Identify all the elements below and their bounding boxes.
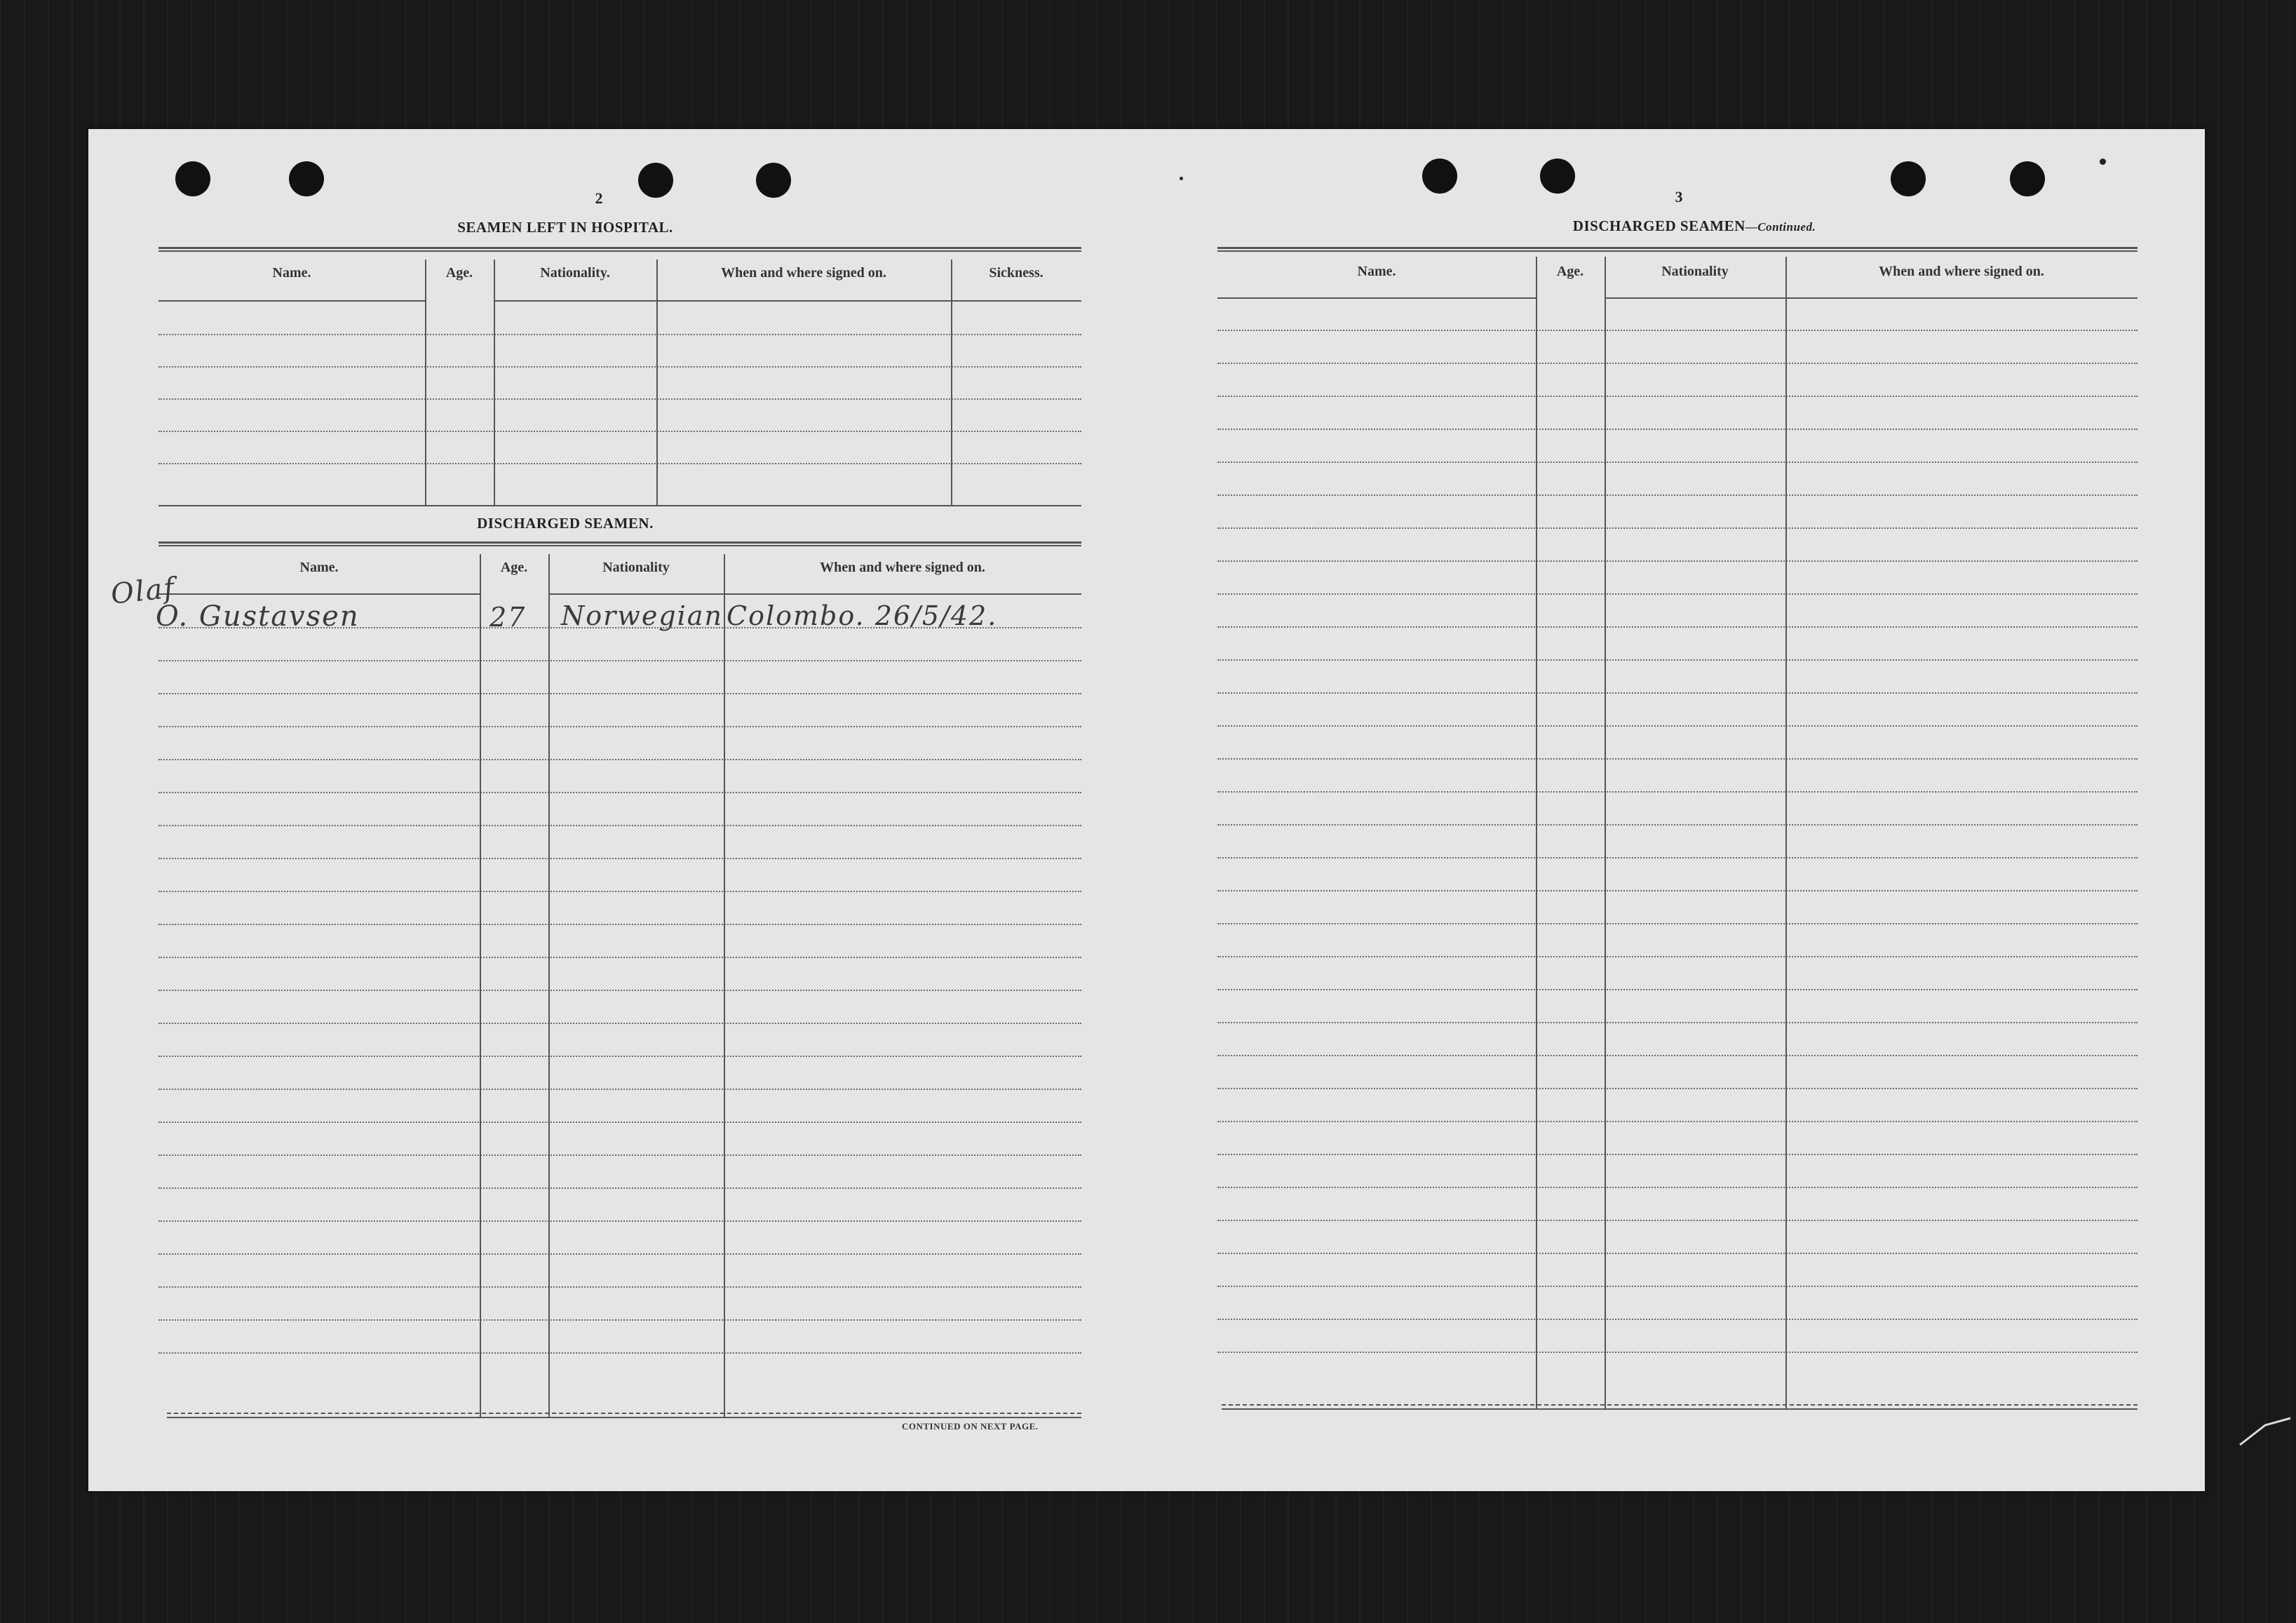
table-bottom-rule <box>1222 1404 2138 1406</box>
entry-line <box>158 366 1081 368</box>
entry-line <box>158 1089 1081 1090</box>
ink-speck <box>2100 159 2106 165</box>
header-underline <box>1605 297 1785 299</box>
handwritten-name: O. Gustavsen <box>156 600 360 633</box>
entry-line <box>158 1056 1081 1057</box>
punch-hole <box>756 163 791 198</box>
entry-line <box>1217 1121 2138 1122</box>
entry-line <box>158 693 1081 694</box>
entry-line <box>158 726 1081 727</box>
column-divider <box>656 260 658 505</box>
title-suffix: —Continued. <box>1745 220 1816 234</box>
column-divider <box>548 554 550 1417</box>
entry-line <box>158 660 1081 661</box>
entry-line <box>1217 560 2138 562</box>
entry-line <box>1217 330 2138 331</box>
stray-pen-mark <box>2237 1410 2293 1452</box>
handwritten-nationality: Norwegian <box>561 600 723 631</box>
entry-line <box>1217 1055 2138 1056</box>
entry-line <box>158 1352 1081 1354</box>
entry-line <box>1217 527 2138 529</box>
entry-line <box>1217 791 2138 793</box>
handwritten-name-annotation: Olaf <box>109 572 177 611</box>
entry-line <box>1217 363 2138 364</box>
section-rule <box>158 247 1081 252</box>
entry-line <box>1217 692 2138 694</box>
entry-line <box>1217 396 2138 397</box>
column-header-name: Name. <box>1357 264 1396 279</box>
entry-line <box>158 1220 1081 1222</box>
column-divider <box>425 260 426 505</box>
ledger-sheet <box>88 129 2205 1491</box>
table-bottom-rule <box>1222 1408 2138 1410</box>
header-underline <box>494 300 656 302</box>
entry-line <box>1217 824 2138 826</box>
column-header-age: Age. <box>445 265 473 281</box>
entry-line <box>158 825 1081 826</box>
entry-line <box>1217 593 2138 595</box>
entry-line <box>1217 758 2138 760</box>
column-divider <box>724 554 725 1417</box>
title-main: DISCHARGED SEAMEN <box>1572 217 1745 234</box>
header-underline <box>158 300 425 302</box>
entry-line <box>1217 1352 2138 1353</box>
entry-line <box>158 957 1081 958</box>
column-header-name: Name. <box>272 265 311 281</box>
header-underline <box>1785 297 2138 299</box>
entry-line <box>158 858 1081 859</box>
entry-line <box>1217 857 2138 858</box>
column-header-age: Age. <box>1556 264 1584 279</box>
page-number: 3 <box>1675 188 1683 206</box>
header-underline <box>724 593 1081 595</box>
entry-line <box>158 990 1081 991</box>
entry-line <box>1217 989 2138 990</box>
entry-line <box>158 1319 1081 1321</box>
entry-line <box>1217 890 2138 891</box>
section-rule <box>1217 247 2138 252</box>
column-header-signed-on: When and where signed on. <box>721 265 886 281</box>
column-header-sickness: Sickness. <box>989 265 1044 281</box>
entry-line <box>158 759 1081 760</box>
column-header-age: Age. <box>500 560 528 575</box>
entry-line <box>158 1023 1081 1024</box>
entry-line <box>1217 1220 2138 1221</box>
column-divider <box>480 554 481 1417</box>
punch-hole <box>1422 159 1457 194</box>
entry-line <box>1217 626 2138 628</box>
entry-line <box>158 627 1081 628</box>
header-underline <box>951 300 1081 302</box>
entry-line <box>158 1154 1081 1156</box>
entry-line <box>1217 659 2138 661</box>
entry-line <box>1217 956 2138 957</box>
hospital-section-title: SEAMEN LEFT IN HOSPITAL. <box>457 219 673 236</box>
entry-line <box>1217 429 2138 430</box>
entry-line <box>158 1187 1081 1189</box>
entry-line <box>158 792 1081 793</box>
entry-line <box>1217 462 2138 463</box>
discharged-section-title: DISCHARGED SEAMEN. <box>477 515 654 532</box>
entry-line <box>1217 923 2138 924</box>
column-header-signed-on: When and where signed on. <box>820 560 985 575</box>
entry-line <box>1217 1154 2138 1155</box>
punch-hole <box>638 163 673 198</box>
entry-line <box>1217 1253 2138 1254</box>
entry-line <box>1217 1319 2138 1320</box>
column-header-nationality: Nationality. <box>540 265 610 281</box>
entry-line <box>158 1286 1081 1288</box>
entry-line <box>1217 1286 2138 1287</box>
column-header-name: Name. <box>299 560 339 575</box>
column-divider <box>1536 257 1537 1410</box>
page-number: 2 <box>595 189 603 207</box>
entry-line <box>158 924 1081 925</box>
column-divider <box>951 260 952 505</box>
entry-line <box>158 398 1081 400</box>
punch-hole <box>1891 161 1926 196</box>
entry-line <box>1217 494 2138 496</box>
entry-line <box>158 891 1081 892</box>
column-divider <box>494 260 495 505</box>
section-end-rule <box>158 505 1081 506</box>
entry-line <box>1217 1088 2138 1089</box>
entry-line <box>158 431 1081 432</box>
entry-line <box>158 334 1081 335</box>
header-underline <box>1217 297 1536 299</box>
entry-line <box>1217 1022 2138 1023</box>
column-header-signed-on: When and where signed on. <box>1879 264 2044 279</box>
section-rule <box>158 541 1081 546</box>
punch-hole <box>289 161 324 196</box>
punch-hole <box>1540 159 1575 194</box>
table-bottom-rule <box>167 1413 1081 1414</box>
discharged-continued-title <box>1435 217 1954 235</box>
entry-line <box>158 1122 1081 1123</box>
entry-line <box>1217 725 2138 727</box>
entry-line <box>158 463 1081 464</box>
punch-hole <box>2010 161 2045 196</box>
continued-note: CONTINUED ON NEXT PAGE. <box>902 1421 1039 1432</box>
column-divider <box>1785 257 1787 1410</box>
column-divider <box>1605 257 1606 1410</box>
column-header-nationality: Nationality <box>602 560 670 575</box>
handwritten-age: 27 <box>489 602 527 633</box>
header-underline <box>656 300 951 302</box>
handwritten-signed-on: Colombo. 26/5/42. <box>727 600 998 631</box>
entry-line <box>1217 1187 2138 1188</box>
punch-hole <box>175 161 210 196</box>
header-underline <box>158 593 480 595</box>
table-bottom-rule <box>167 1417 1081 1418</box>
ink-speck <box>1180 177 1183 180</box>
header-underline <box>548 593 724 595</box>
column-header-nationality: Nationality <box>1661 264 1729 279</box>
entry-line <box>158 1253 1081 1255</box>
